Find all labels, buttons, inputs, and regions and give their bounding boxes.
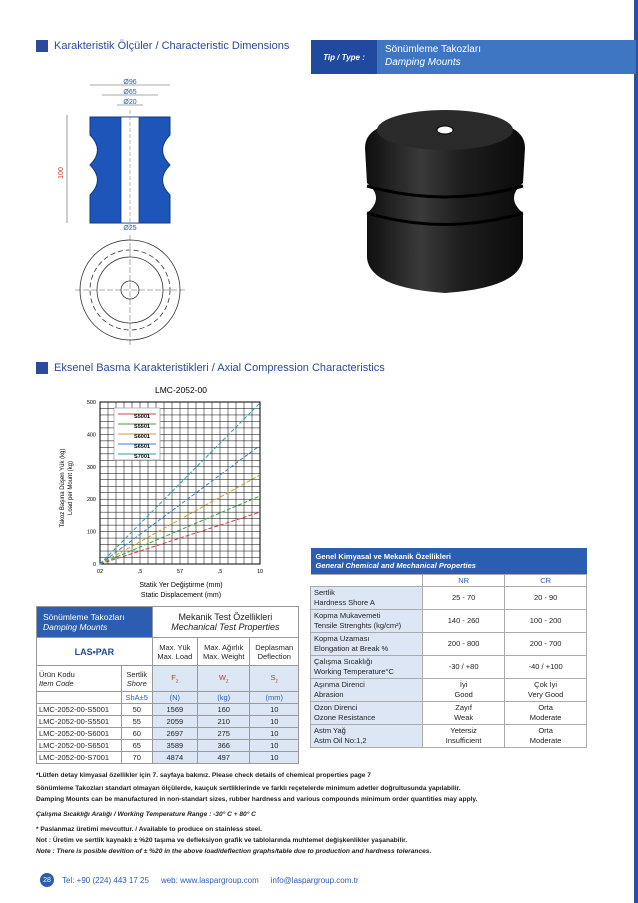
y-tick-label: 0 [92,562,96,568]
table-row: LMC-2052-00-S5001 50 1569 160 10 [37,704,299,716]
table-row: Sertlik Hardness Shore A 25 - 70 20 - 90 [311,587,587,610]
top-hole-icon [437,126,453,134]
page-edge-bar [634,0,638,903]
section-bullet-icon [36,362,48,374]
col-shore: Sertlik Shore [121,666,152,692]
type-box [311,40,636,74]
x-tick-label: 02 [96,569,104,575]
mech-header-right: Mekanik Test Özellikleri Mechanical Test Properties [152,607,298,638]
chart-xlabel-tr: Statik Yer Değiştirme (mm) [139,582,223,589]
mechanical-table: Sönümleme Takozları Damping Mounts Mekanik Test Özellikleri Mechanical Test Properties LAS•PAR Max. Yük Max. Load Max. Ağırlık Max. Weight Deplasman Deflection Ürün Kodu Item Code Sertlik Shore $F_z$ $W_z$ $S_z$ ShA±5 (N) (kg) (mm) LMC-2052-00-S5001 50 1569 160 10 LMC-2052-00-S5501 55 2059 210 10 LMC-2052-00-S6001 60 2697 275 10 LMC-2052-00-S6501 65 3589 366 10 LMC-2052-00-S7001 70 4874 497 10 [36,606,299,764]
table-row: LMC-2052-00-S6001 60 2697 275 10 [37,728,299,740]
page-number: 28 [40,873,54,887]
chemical-table: Genel Kimyasal ve Mekanik Özellikleri General Chemical and Mechanical Properties NR CR Sertlik Hardness Shore A 25 - 70 20 - 90 Kopma Mukavemeti Tensile Strenghts (kg/cm²) 140 - 260 100 - 200 Kopma Uzaması Elongation at Break % 200 - 800 200 - 700 Çalışma Sıcaklığı Working Temperature°C -30 / +80 -40 / +100 Aşınma Direnci Abrasion İyi Good Çok İyi Very Good Ozon Direnci Ozone Resistance Zayıf Weak Orta Moderate Astm Yağ Astm Oil No:1,2 Yetersiz Insufficient Orta Moderate [310,548,587,748]
table-row: LMC-2052-00-S5501 55 2059 210 10 [37,716,299,728]
mech-header-left: Sönümleme Takozları Damping Mounts [37,607,153,638]
legend-label: S7001 [134,454,150,460]
dim-d25: Ø25 [123,225,137,232]
y-tick-label: 300 [86,464,96,471]
notes-block: *Lütfen detay kimyasal özellikler için 7. sayfaya bakınız. Please check details of chemical properties page 7 Sönümleme Takozları standart olmayan ölçülerde, kauçuk sertliklerinde ve farklı reçetelerde minimum adetler doğrultusunda yapılabilir. Damping Mounts can be manufactured in non-standart sizes, rubber hardness and various compounds minimum order quantities may apply. Çalışma Sıcaklığı Aralığı / Working Temperature Range : -30° C + 80° C * Paslanmaz üretimi mevcuttur. / Available to produce on stainless steel. Not : Üretim ve sertlik kaynaklı ± %20 taşıma ve defleksiyon grafik ve tablolarında muhtemel değişkenlikler yaşanabilir. Note : There is posible devition of ± %20 in the above load/deflection graphs/table due to production and hardness tolerances. [36,772,478,855]
dim-d65: Ø65 [123,89,137,96]
legend-label: S6501 [134,444,150,450]
table-row: Kopma Uzaması Elongation at Break % 200 - 800 200 - 700 [311,633,587,656]
chart-xlabel-en: Static Displacement (mm) [140,592,222,599]
section-title-dimensions: Karakteristik Ölçüler / Characteristic Dimensions [36,40,289,52]
table-row: Ozon Direnci Ozone Resistance Zayıf Weak Orta Moderate [311,702,587,725]
compression-chart [55,382,275,604]
type-value: Sönümleme Takozları Damping Mounts [377,40,636,74]
table-row: LMC-2052-00-S6501 65 3589 366 10 [37,740,299,752]
footer [40,873,371,887]
legend-label: S6001 [134,434,150,440]
section-title-axial: Eksenel Basma Karakteristikleri / Axial Compression Characteristics [36,362,385,374]
x-tick-label: ,5 [137,569,143,575]
chem-header: Genel Kimyasal ve Mekanik Özellikleri General Chemical and Mechanical Properties [311,548,587,575]
x-tick-label: 10 [256,569,264,575]
type-label: Tip / Type : [311,40,377,74]
footer-mail[interactable]: info@laspargroup.com.tr [270,875,359,885]
dim-d20: Ø20 [123,99,137,106]
footer-web[interactable]: web: www.laspargroup.com [160,875,259,885]
y-tick-label: 500 [86,400,96,406]
footer-tel: Tel: +90 (224) 443 17 25 [62,875,149,885]
chart-ylabel-tr: Takoz Başına Düşen Yük (kg) [60,448,66,528]
laspar-logo: LAS•PAR [37,638,153,666]
y-tick-label: 100 [86,529,96,536]
y-tick-label: 400 [86,432,96,439]
dim-height: 100 [58,167,65,179]
y-tick-label: 200 [86,497,96,504]
legend-label: S5001 [134,414,150,420]
section-bullet-icon [36,40,48,52]
x-tick-label: 57 [176,569,184,575]
dimension-drawing [55,75,205,345]
plan-mid-circle [97,257,163,323]
x-tick-label: ,5 [217,569,223,575]
chart-title: LMC-2052-00 [155,385,207,395]
product-photo [355,88,535,308]
table-row: Aşınma Direnci Abrasion İyi Good Çok İyi Very Good [311,679,587,702]
table-row: LMC-2052-00-S7001 70 4874 497 10 [37,752,299,764]
table-row: Astm Yağ Astm Oil No:1,2 Yetersiz Insufficient Orta Moderate [311,725,587,748]
chart-ylabel-en: Load per Mount (kg) [68,460,74,516]
col-item-code: Ürün Kodu Item Code [37,666,122,692]
dim-d96: Ø96 [123,79,137,86]
legend-label: S5501 [134,424,150,430]
table-row: Kopma Mukavemeti Tensile Strenghts (kg/cm²) 140 - 260 100 - 200 [311,610,587,633]
table-row: Çalışma Sıcaklığı Working Temperature°C -30 / +80 -40 / +100 [311,656,587,679]
